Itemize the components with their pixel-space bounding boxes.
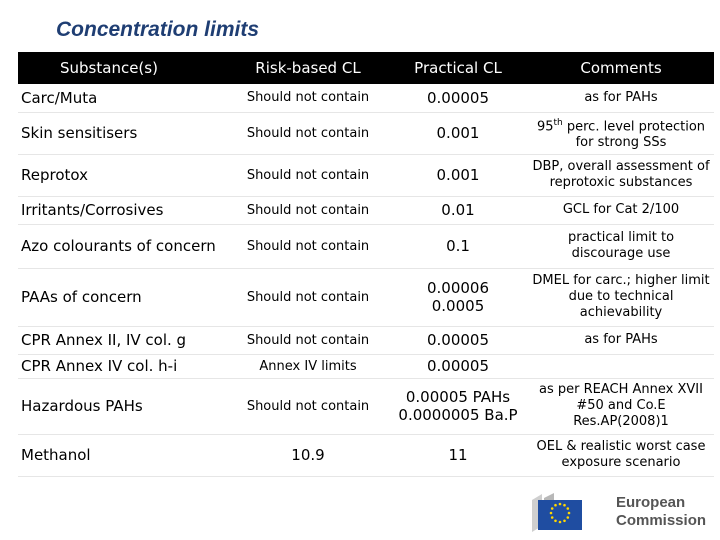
practical-cell (388, 378, 528, 434)
risk-cell: Should not contain (228, 326, 388, 354)
comment-cell (528, 354, 714, 378)
practical-line: 0.0000005 Ba.P (398, 406, 518, 424)
logo-text (616, 494, 706, 530)
substance-cell: Methanol (18, 434, 228, 476)
practical-cell: 0.00005 (388, 326, 528, 354)
substance-cell: CPR Annex II, IV col. g (18, 326, 228, 354)
table-header-row (18, 52, 714, 84)
practical-line: 0.00005 PAHs (405, 388, 511, 406)
comment-cell: as per REACH Annex XVII #50 and Co.E Res.AP(2008)1 (528, 378, 714, 434)
risk-cell: Should not contain (228, 224, 388, 268)
comment-cell: as for PAHs (528, 326, 714, 354)
practical-cell (388, 268, 528, 326)
practical-cell: 0.01 (388, 196, 528, 224)
risk-cell: Should not contain (228, 268, 388, 326)
practical-line: 0.0005 (431, 297, 485, 315)
comment-cell: DBP, overall assessment of reprotoxic substances (528, 154, 714, 196)
risk-cell: Should not contain (228, 154, 388, 196)
comment-cell: DMEL for carc.; higher limit due to technical achievability (528, 268, 714, 326)
comment-cell: as for PAHs (528, 84, 714, 112)
risk-cell: 10.9 (228, 434, 388, 476)
risk-cell: Should not contain (228, 196, 388, 224)
risk-cell: Should not contain (228, 84, 388, 112)
substance-cell: PAAs of concern (18, 268, 228, 326)
logo-line-european: European (616, 494, 686, 511)
page-title: Concentration limits (56, 18, 260, 41)
comment-cell: GCL for Cat 2/100 (528, 196, 714, 224)
comment-cell (528, 112, 714, 154)
practical-cell: 0.001 (388, 154, 528, 196)
substance-cell: Reprotox (18, 154, 228, 196)
comment-text: perc. level protection for strong SSs (566, 119, 706, 151)
comment-cell: practical limit to discourage use (528, 224, 714, 268)
table-row (18, 112, 714, 154)
practical-cell: 0.001 (388, 112, 528, 154)
risk-cell: Should not contain (228, 112, 388, 154)
practical-cell: 11 (388, 434, 528, 476)
commission-building-icon (530, 492, 586, 534)
table-row (18, 224, 714, 268)
practical-cell: 0.00005 (388, 84, 528, 112)
header-practical-cl: Practical CL (388, 52, 528, 84)
european-commission-logo (530, 492, 720, 534)
table-row (18, 268, 714, 326)
substance-cell: Irritants/Corrosives (18, 196, 228, 224)
concentration-table (18, 52, 714, 477)
header-comments: Comments (528, 52, 714, 84)
table-row (18, 84, 714, 112)
substance-cell: Skin sensitisers (18, 112, 228, 154)
comment-cell: OEL & realistic worst case exposure scenario (528, 434, 714, 476)
risk-cell: Should not contain (228, 378, 388, 434)
substance-cell: Hazardous PAHs (18, 378, 228, 434)
comment-prefix: 95 (536, 119, 554, 135)
table-row (18, 326, 714, 354)
practical-line: 0.00006 (426, 279, 490, 297)
table-row (18, 196, 714, 224)
table-row (18, 434, 714, 476)
practical-cell: 0.1 (388, 224, 528, 268)
table-row (18, 354, 714, 378)
header-substance: Substance(s) (18, 52, 228, 84)
substance-cell: Carc/Muta (18, 84, 228, 112)
risk-cell: Annex IV limits (228, 354, 388, 378)
table-row (18, 154, 714, 196)
logo-line-commission: Commission (616, 512, 707, 529)
practical-cell: 0.00005 (388, 354, 528, 378)
table-row (18, 378, 714, 434)
substance-cell: Azo colourants of concern (18, 224, 228, 268)
substance-cell: CPR Annex IV col. h-i (18, 354, 228, 378)
header-risk-based-cl: Risk-based CL (228, 52, 388, 84)
comment-superscript: th (553, 117, 563, 128)
